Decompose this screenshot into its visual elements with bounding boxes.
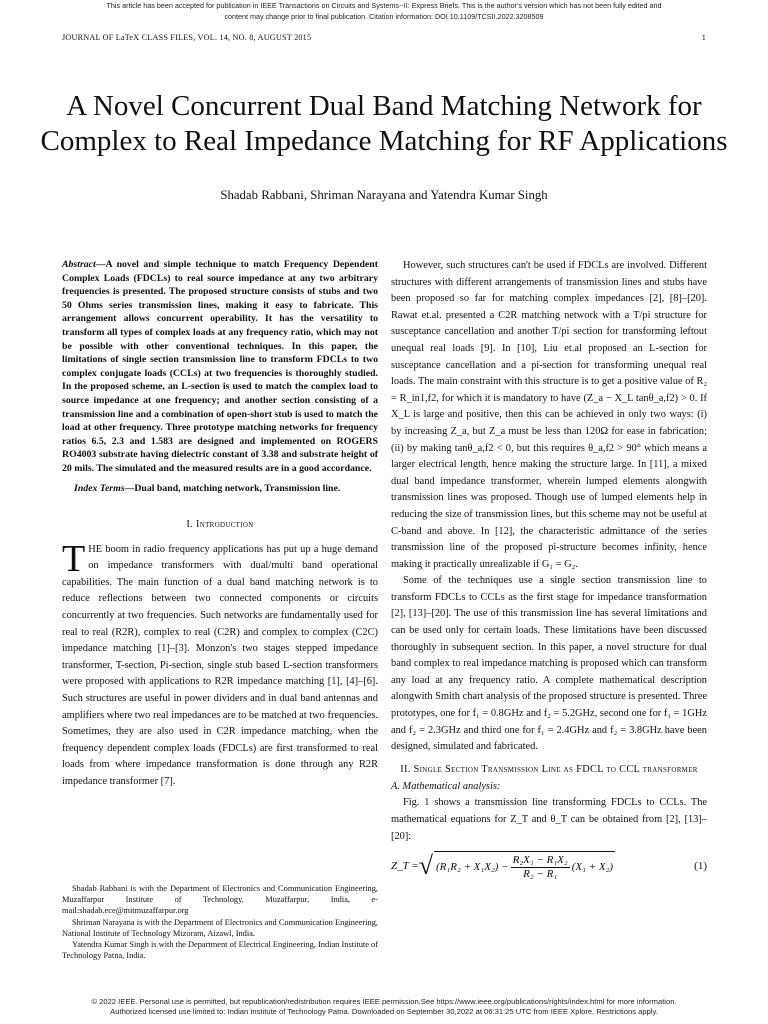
subsection-heading: A. Mathematical analysis: [391, 780, 501, 792]
left-column [62, 258, 378, 791]
acceptance-notice-line1: This article has been accepted for publication in IEEE Transactions on Circuits and Systems--II: Express Briefs. This is the author's version which has not been fully edited and [106, 1, 662, 10]
drop-cap: T [62, 537, 86, 580]
abstract-text: —A novel and simple technique to match Frequency Dependent Complex Loads (FDCLs) to real source impedance at any two arbitrary frequencies is presented. The proposed structure consists of stubs and two 50 Ohms series transmission lines, making it easy to fabricate. This arrangement allows concurrent operability. It has the versatility to transform all types of complex loads at any frequency ratio, which may not be possible with other conventional techniques. In this paper, the limitations of single section transmission line to transform FDCLs to two complex conjugate loads (CCLs) at two frequencies is thoroughly studied. In the proposed scheme, an L-section is used to match the complex load to source impedance at one frequency; and another section consisting of a transmission line and a combination of open-short stub is used to match the load at other frequency. Three prototype matching networks for frequency ratios 6.5, 2.3 and 1.583 are designed and implemented on ROGERS RO4003 substrate having dielectric constant of 3.38 and substrate height of 20 mils. The simulated and the measured results are in a good accordance. [62, 259, 378, 474]
equation-lhs: Z_T = [391, 859, 419, 872]
footnote-2: Shriman Narayana is with the Department of Electronics and Communication Engineering, National Institute of Technology Mizoram, Aizawl, India. [62, 917, 378, 938]
running-head [62, 33, 706, 42]
equation-body [391, 851, 615, 881]
footnote-1: Shadab Rabbani is with the Department of Electronics and Communication Engineering, Muzaffarpur Institute of Technology, Muzaffarpur, India, e-mail:shadab.ece@mitmuzaffarpur.org [62, 884, 378, 916]
index-terms [62, 482, 378, 496]
index-terms-label: Index Terms [74, 482, 125, 494]
equation-radicand [434, 851, 615, 881]
intro-paragraph [62, 537, 378, 791]
intro-first-word: HE [88, 543, 103, 555]
intro-text: boom in radio frequency applications has put up a huge demand on impedance transformers with dual/multi band operational capabilities. The main function of a dual band matching network is to reduce reflections between two connected components or circuits concurrently at two frequencies. Such networks are fundamentally used for real to real (R2R), complex to real (C2R) and complex to complex (C2C) impedance matching [1]–[3]. Monzon's two stages stepped impedance transformer, T-section, Pi-section, single stub based L-section transformers were proposed with applications to R2R impedance matching [1], [4]–[6]. Such structures are useful in power dividers and in dual band antennas and amplifiers where two real impedances are to be matched at two frequencies. Sometimes, they are also used in C2R impedance matching, when the frequency dependent complex loads (FDCLs) are first transformed to real loads from where impedance transformation is done through any R2R impedance transformer [7]. [62, 543, 378, 787]
page-number: 1 [701, 33, 706, 42]
equation-term1: (R₁R₂ + X₁X₂) − [436, 861, 509, 874]
acceptance-notice-line2: content may change prior to final publication. Citation information: DOI 10.1109/TCSII.2022.3208509 [224, 12, 544, 21]
abstract-label: Abstract [62, 259, 96, 270]
equation-number: (1) [694, 859, 707, 872]
equation-term2: (X₁ + X₂) [571, 861, 614, 874]
copyright-notice [0, 997, 768, 1017]
equation-1 [391, 851, 707, 881]
footnote-3: Yatendra Kumar Singh is with the Department of Electrical Engineering, Indian Institute of Technology Patna, India. [62, 940, 378, 961]
paper-title: A Novel Concurrent Dual Band Matching Network for Complex to Real Impedance Matching for RF Applications [40, 90, 728, 158]
acceptance-notice [0, 0, 768, 22]
author-footnotes [62, 883, 378, 961]
journal-name: JOURNAL OF LaTeX CLASS FILES, VOL. 14, NO. 8, AUGUST 2015 [62, 33, 312, 42]
equation-fraction [511, 854, 570, 881]
right-column [391, 258, 707, 881]
author-list: Shadab Rabbani, Shriman Narayana and Yatendra Kumar Singh [220, 188, 548, 202]
section-heading-single-section: II. Single Section Transmission Line as FDCL to CCL transformer [400, 763, 698, 775]
index-terms-text: —Dual band, matching network, Transmission line. [124, 482, 341, 494]
paragraph-equations-intro: Fig. 1 shows a transmission line transforming FDCLs to CCLs. The mathematical equations for Z_T and θ_T can be obtained from [2], [13]–[20]: [391, 797, 707, 842]
fraction-numerator: R₂X₁ − R₁X₂ [512, 854, 568, 867]
copyright-line: © 2022 IEEE. Personal use is permitted, but republication/redistribution requires IEEE permission.See https://www.ieee.org/publications/rights/index.html for more information. [91, 997, 677, 1006]
sqrt-sign: √ [418, 851, 433, 881]
abstract [62, 258, 378, 476]
section-heading-introduction: I. Introduction [186, 519, 254, 531]
paragraph-proposed-work: Some of the techniques use a single section transmission line to transform FDCLs to CCLs as the first stage for impedance transformation [2], [13]–[20]. The use of this transmission line has several limitations and can be used only for certain loads. These limitations have been discussed thoroughly in subsequent section. In this paper, a novel structure for dual band complex to real impedance matching is proposed which can transform any load at any frequency ratio. A complete mathematical description alongwith Smith chart analysis of the proposed structure is presented. Three prototypes, one for f₁ = 0.8GHz and f₂ = 5.2GHz, second one for f₁ = 1GHz and f₂ = 2.3GHz and third one for f₁ = 2.4GHz and f₂ = 3.8GHz have been designed, simulated and fabricated. [391, 575, 707, 753]
paragraph-related-work: However, such structures can't be used if FDCLs are involved. Different structures with different arrangements of transmission lines and stubs have been proposed so far for matching complex impedances [2], [8]–[20]. Rawat et.al. presented a C2R matching network with a T/pi structure for susceptance cancellation and another T/pi section for transforming leftout unequal real loads [9]. In [10], Liu et.al proposed an L-section for susceptance cancellation and a pi-section for transforming unequal real loads. The main constraint with this structure is to get a positive value of R₂ = R_in1,f2, for which it is mandatory to have (Z_a − X_L tanθ_a,f2) > 0. If X_L is large and positive, then this can be achieved in only two ways: (i) by increasing Z_a, but Z_a must be less than 120Ω for ease in fabrication; (ii) by making tanθ_a,f2 < 0, but this requires θ_a,f2 > 90° which means a larger electrical length, hence making the structure large. In [11], a mixed dual band impedance transformer, wherein lumped elements alongwith transmission lines was proposed. Though use of lumped elements help in reducing the size of transmission lines, but this scheme may not be useful at C-band and above. In [12], the characteristic admittance of the series transmission line of the proposed pi-structure becomes infinity, hence making it practically unrealizable if G₁ = G₂. [391, 260, 707, 570]
license-line: Authorized licensed use limited to: Indian Institute of Technology Patna. Downloaded on September 30,2022 at 06:31:25 UTC from IEEE Xplore. Restrictions apply. [110, 1007, 658, 1016]
fraction-denominator: R₂ − R₁ [523, 868, 558, 881]
